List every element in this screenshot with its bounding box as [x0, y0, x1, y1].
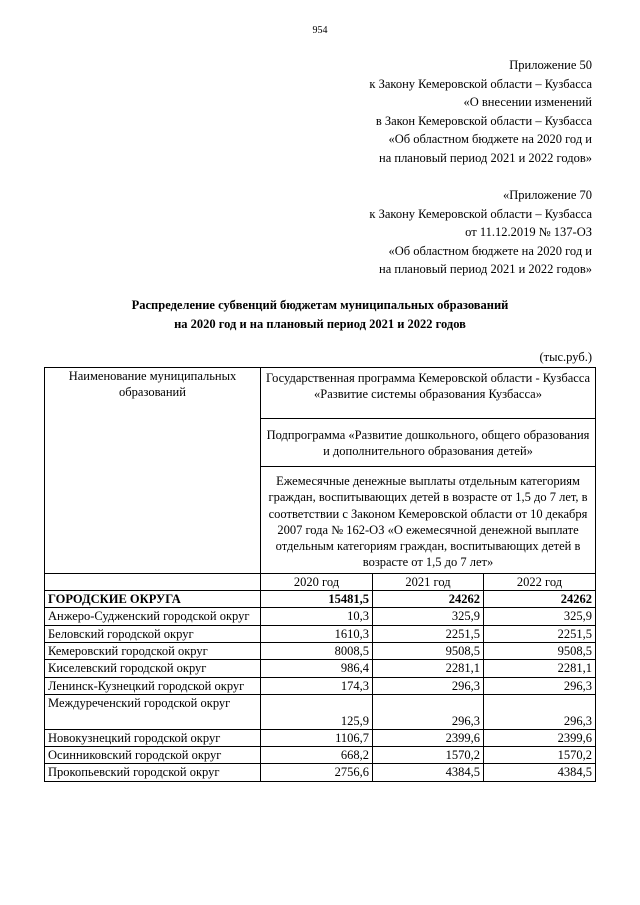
value-2020: 668,2 [261, 747, 373, 764]
municipality-name: Беловский городской округ [45, 625, 261, 642]
unit-label: (тыс.руб.) [539, 350, 592, 364]
title-line: Распределение субвенций бюджетам муниципальных образований [131, 298, 509, 312]
year-2020-header: 2020 год [261, 573, 373, 590]
appendix-line: «Приложение 70 [503, 188, 592, 202]
year-2022-header: 2022 год [484, 573, 596, 590]
appendix-line: к Закону Кемеровской области – Кузбасса [369, 206, 592, 221]
municipality-name: Междуреченский городской округ [45, 694, 261, 729]
table-row [45, 642, 596, 659]
municipality-name: Анжеро-Судженский городской округ [45, 608, 261, 625]
table-row [45, 608, 596, 625]
municipality-name: Киселевский городской округ [45, 660, 261, 677]
value-2020: 1610,3 [261, 625, 373, 642]
municipality-name: Осинниковский городской округ [45, 747, 261, 764]
value-2021: 2399,6 [373, 729, 484, 746]
header-program-row [45, 368, 596, 419]
value-2022: 2399,6 [484, 729, 596, 746]
value-2022: 4384,5 [484, 764, 596, 781]
document-title [0, 296, 640, 334]
table-row [45, 677, 596, 694]
total-row [45, 591, 596, 608]
title-line: на 2020 год и на плановый период 2021 и 2022 годов [174, 317, 466, 331]
value-2021: 2281,1 [373, 660, 484, 677]
municipality-name: Кемеровский городской округ [45, 642, 261, 659]
page-number: 954 [312, 25, 328, 36]
appendix-original-header [369, 186, 592, 279]
appendix-line: «Об областном бюджете на 2020 год и [388, 132, 592, 147]
municipality-name: Ленинск-Кузнецкий городской округ [45, 677, 261, 694]
value-2020: 986,4 [261, 660, 373, 677]
value-2022: 296,3 [484, 677, 596, 694]
table-row [45, 660, 596, 677]
value-2020: 174,3 [261, 677, 373, 694]
value-2021: 9508,5 [373, 642, 484, 659]
total-2021: 24262 [373, 591, 484, 608]
value-2021: 296,3 [373, 677, 484, 694]
appendix-line: Приложение 50 [509, 58, 592, 72]
appendix-line: «Об областном бюджете на 2020 год и [388, 243, 592, 258]
table-row [45, 729, 596, 746]
value-2020: 125,9 [261, 694, 373, 729]
value-2022: 1570,2 [484, 747, 596, 764]
value-2022: 325,9 [484, 608, 596, 625]
value-2020: 8008,5 [261, 642, 373, 659]
table-row [45, 694, 596, 729]
total-name: ГОРОДСКИЕ ОКРУГА [45, 591, 261, 608]
municipality-name: Прокопьевский городской округ [45, 764, 261, 781]
value-2021: 1570,2 [373, 747, 484, 764]
table-row [45, 747, 596, 764]
subventions-table [44, 367, 596, 782]
appendix-current-header [369, 56, 592, 168]
value-2021: 325,9 [373, 608, 484, 625]
value-2022: 296,3 [484, 694, 596, 729]
value-2022: 2281,1 [484, 660, 596, 677]
value-2020: 10,3 [261, 608, 373, 625]
total-2022: 24262 [484, 591, 596, 608]
appendix-line: в Закон Кемеровской области – Кузбасса [375, 113, 592, 128]
empty-cell [45, 573, 261, 590]
municipality-name-header: Наименование муниципальных образований [45, 368, 261, 574]
municipality-name: Новокузнецкий городской округ [45, 729, 261, 746]
table-row [45, 625, 596, 642]
year-header-row [45, 573, 596, 590]
total-2020: 15481,5 [261, 591, 373, 608]
program-header: Государственная программа Кемеровской области - Кузбасса «Развитие системы образования Кузбасса» [261, 368, 596, 419]
appendix-line: «О внесении изменений [463, 95, 592, 110]
subprogram-header: Подпрограмма «Развитие дошкольного, общего образования и дополнительного образования детей» [261, 419, 596, 467]
measure-header: Ежемесячные денежные выплаты отдельным категориям граждан, воспитывающих детей в возрасте от 1,5 до 7 лет, в соответствии с Законом Кемеровской области от 10 декабря 2007 года № 162-ОЗ «О ежемесячной денежной выплате отдельным категориям граждан, воспитывающих детей в возрасте от 1,5 до 7 лет» [261, 467, 596, 574]
value-2022: 2251,5 [484, 625, 596, 642]
value-2021: 2251,5 [373, 625, 484, 642]
appendix-line: на плановый период 2021 и 2022 годов» [379, 262, 592, 277]
value-2020: 1106,7 [261, 729, 373, 746]
year-2021-header: 2021 год [373, 573, 484, 590]
value-2022: 9508,5 [484, 642, 596, 659]
value-2021: 4384,5 [373, 764, 484, 781]
appendix-line: от 11.12.2019 № 137-ОЗ [465, 225, 592, 240]
appendix-line: на плановый период 2021 и 2022 годов» [379, 150, 592, 165]
value-2020: 2756,6 [261, 764, 373, 781]
table-row [45, 764, 596, 781]
appendix-line: к Закону Кемеровской области – Кузбасса [369, 76, 592, 91]
value-2021: 296,3 [373, 694, 484, 729]
